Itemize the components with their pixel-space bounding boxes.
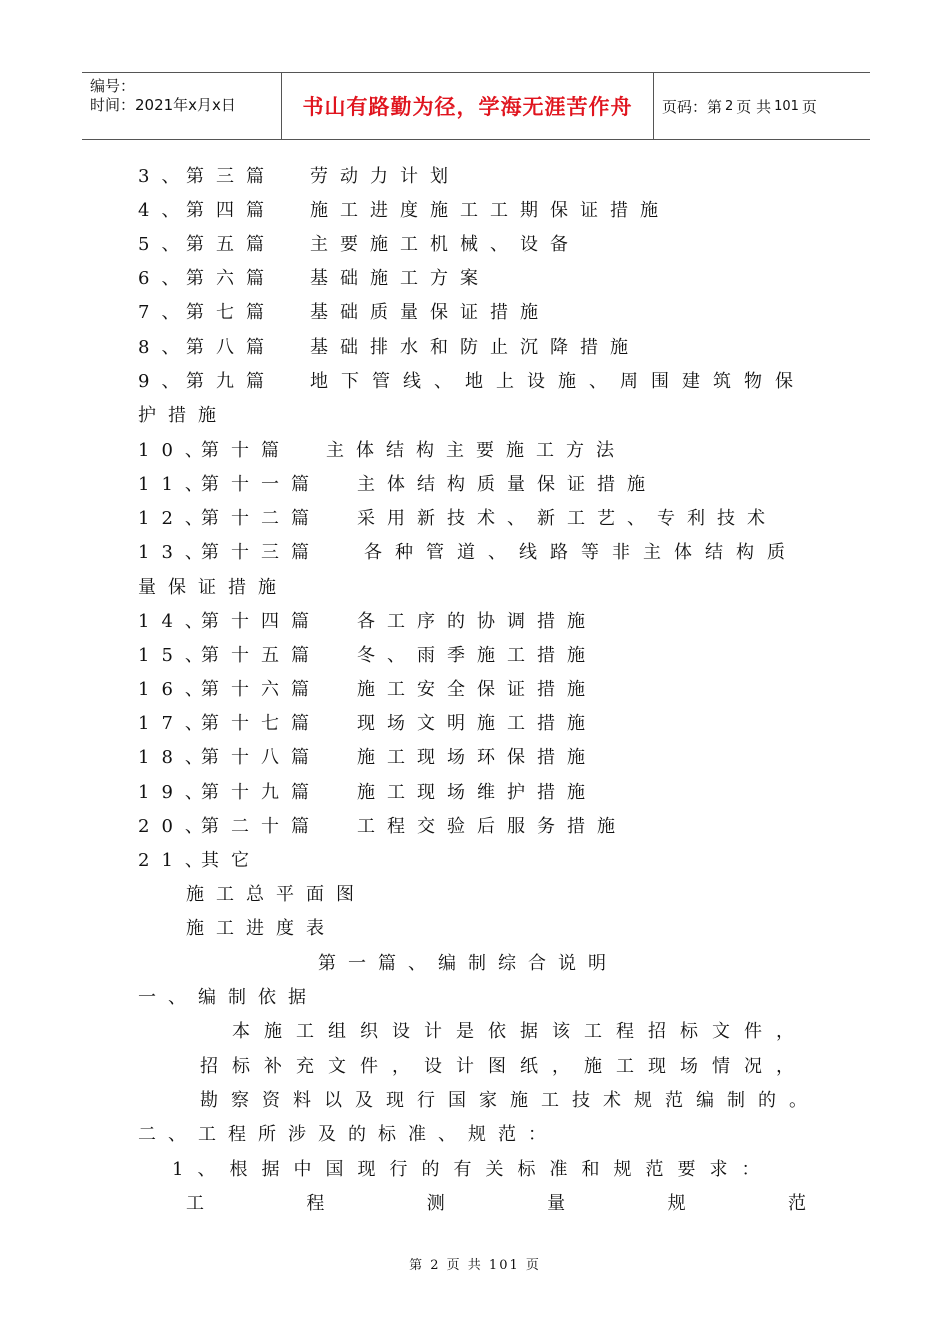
toc-title: 基础施工方案 — [310, 268, 490, 289]
appendix-item: 施工总平面图 — [186, 884, 366, 905]
toc-title: 其它 — [201, 850, 261, 871]
justified-line — [186, 1191, 806, 1217]
page-mid: 页 共 — [736, 97, 772, 116]
toc-line — [138, 711, 597, 737]
page-suffix: 页 — [801, 97, 817, 116]
header-page-info — [654, 73, 870, 139]
toc-title: 基础质量保证措施 — [310, 302, 550, 323]
toc-num: 6、 — [138, 268, 192, 289]
spread-char: 程 — [306, 1193, 325, 1214]
toc-line — [138, 198, 670, 224]
toc-line — [138, 472, 657, 498]
toc-title: 施工安全保证措施 — [357, 679, 597, 700]
toc-chapter: 第十四篇 — [201, 611, 321, 632]
page-number: 2 — [725, 98, 734, 114]
toc-line — [138, 540, 798, 566]
toc-num: 11、 — [138, 474, 215, 495]
toc-chapter: 第十八篇 — [201, 747, 321, 768]
toc-chapter: 第三篇 — [186, 166, 276, 187]
appendix-item: 施工进度表 — [186, 918, 336, 939]
toc-chapter: 第八篇 — [186, 337, 276, 358]
toc-title: 劳动力计划 — [310, 166, 460, 187]
toc-title: 主体结构主要施工方法 — [326, 440, 626, 461]
toc-chapter: 第十三篇 — [201, 542, 321, 563]
toc-title: 护措施 — [138, 405, 228, 426]
toc-title: 施工现场维护措施 — [357, 782, 597, 803]
toc-chapter: 第九篇 — [186, 371, 276, 392]
toc-title: 现场文明施工措施 — [357, 713, 597, 734]
toc-title: 采用新技术、新工艺、专利技术 — [357, 508, 777, 529]
toc-line — [138, 266, 490, 292]
toc-num: 5、 — [138, 234, 192, 255]
toc-num: 12、 — [138, 508, 215, 529]
toc-line — [138, 643, 597, 669]
toc-chapter: 第二十篇 — [201, 816, 321, 837]
toc-num: 9、 — [138, 371, 192, 392]
part1-paragraph-line: 本施工组织设计是依据该工程招标文件， — [232, 1021, 808, 1042]
toc-line — [138, 848, 261, 874]
toc-title: 主要施工机械、设备 — [310, 234, 580, 255]
toc-num: 15、 — [138, 645, 215, 666]
spread-char: 测 — [426, 1193, 445, 1214]
part1-paragraph-line: 招标补充文件，设计图纸，施工现场情况， — [200, 1056, 808, 1077]
toc-title: 基础排水和防止沉降措施 — [310, 337, 640, 358]
page-prefix: 页码：第 — [662, 97, 723, 116]
toc-line — [138, 506, 777, 532]
toc-num: 7、 — [138, 302, 192, 323]
header-motto: 书山有路勤为径，学海无涯苦作舟 — [282, 73, 654, 139]
spread-char: 范 — [787, 1193, 806, 1214]
toc-num: 10、 — [138, 440, 215, 461]
spread-char: 规 — [667, 1193, 686, 1214]
page-total: 101 — [774, 98, 799, 114]
toc-num: 16、 — [138, 679, 215, 700]
toc-title: 各种管道、线路等非主体结构质 — [364, 542, 798, 563]
toc-num: 17、 — [138, 713, 215, 734]
toc-num: 3、 — [138, 166, 192, 187]
page-header — [82, 72, 870, 140]
part1-paragraph-line: 勘察资料以及现行国家施工技术规范编制的。 — [200, 1090, 820, 1111]
toc-title: 主体结构质量保证措施 — [357, 474, 657, 495]
toc-chapter: 第十九篇 — [201, 782, 321, 803]
toc-chapter: 第七篇 — [186, 302, 276, 323]
toc-chapter: 第十二篇 — [201, 508, 321, 529]
header-meta — [82, 73, 282, 139]
document-number-label: 编号： — [90, 77, 136, 95]
toc-num: 4、 — [138, 200, 192, 221]
toc-line — [138, 745, 597, 771]
toc-chapter: 第六篇 — [186, 268, 276, 289]
toc-num: 20、 — [138, 816, 215, 837]
toc-line — [138, 677, 597, 703]
toc-num: 19、 — [138, 782, 215, 803]
toc-line — [138, 814, 627, 840]
toc-line-continuation — [138, 403, 228, 429]
spread-char: 量 — [547, 1193, 566, 1214]
toc-chapter: 第五篇 — [186, 234, 276, 255]
page-footer: 第 2 页 共 101 页 — [409, 1258, 541, 1273]
toc-line — [138, 438, 626, 464]
toc-line — [138, 780, 597, 806]
section-title: 第一篇、编制综合说明 — [318, 953, 618, 974]
toc-title: 地下管线、地上设施、周围建筑物保 — [310, 371, 806, 392]
toc-num: 14、 — [138, 611, 215, 632]
toc-title: 工程交验后服务措施 — [357, 816, 627, 837]
spread-char: 工 — [186, 1193, 204, 1214]
part2-heading: 二、工程所涉及的标准、规范： — [138, 1124, 558, 1145]
toc-line — [138, 369, 806, 395]
toc-chapter: 第十七篇 — [201, 713, 321, 734]
toc-chapter: 第十五篇 — [201, 645, 321, 666]
toc-num: 8、 — [138, 337, 192, 358]
toc-chapter: 第十一篇 — [201, 474, 321, 495]
document-time-label: 时间：2021年x月x日 — [90, 96, 236, 114]
toc-title: 各工序的协调措施 — [357, 611, 597, 632]
toc-num: 18、 — [138, 747, 215, 768]
part2-item: 1、根据中国现行的有关标准和规范要求： — [172, 1159, 774, 1180]
toc-line — [138, 232, 580, 258]
toc-title: 冬、雨季施工措施 — [357, 645, 597, 666]
toc-chapter: 第十六篇 — [201, 679, 321, 700]
toc-title: 施工进度施工工期保证措施 — [310, 200, 670, 221]
toc-num: 21、 — [138, 850, 215, 871]
toc-chapter: 第十篇 — [201, 440, 291, 461]
toc-line-continuation — [138, 575, 288, 601]
toc-line — [138, 164, 460, 190]
part1-heading: 一、编制依据 — [138, 987, 318, 1008]
toc-title: 量保证措施 — [138, 577, 288, 598]
toc-title: 施工现场环保措施 — [357, 747, 597, 768]
toc-line — [138, 609, 597, 635]
toc-line — [138, 300, 550, 326]
toc-num: 13、 — [138, 542, 215, 563]
toc-line — [138, 335, 640, 361]
toc-chapter: 第四篇 — [186, 200, 276, 221]
